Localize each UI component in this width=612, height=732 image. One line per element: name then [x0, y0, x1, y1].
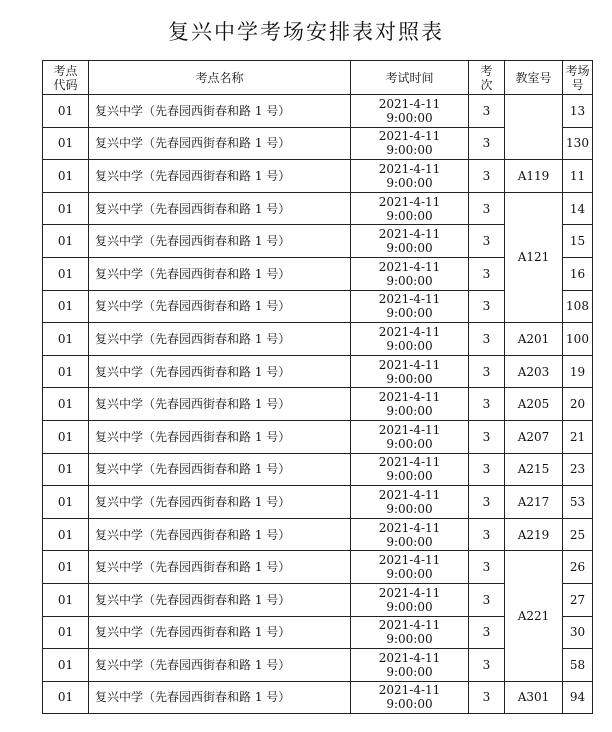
cell-exam-no: 21	[563, 420, 593, 453]
cell-exam-no: 30	[563, 616, 593, 649]
cell-time	[351, 355, 469, 388]
cell-room	[505, 95, 563, 160]
cell-code: 01	[43, 192, 89, 225]
cell-name: 复兴中学（先春园西街春和路 1 号）	[89, 551, 351, 584]
cell-session: 3	[469, 420, 505, 453]
cell-clock: 9:00:00	[386, 599, 433, 614]
table-row	[43, 453, 593, 486]
cell-clock: 9:00:00	[386, 208, 433, 223]
cell-session: 3	[469, 192, 505, 225]
cell-name: 复兴中学（先春园西街春和路 1 号）	[89, 681, 351, 714]
cell-date: 2021-4-11	[378, 650, 441, 665]
cell-date: 2021-4-11	[378, 618, 441, 633]
cell-code: 01	[43, 323, 89, 356]
cell-date: 2021-4-11	[378, 585, 441, 600]
table-row	[43, 323, 593, 356]
cell-name: 复兴中学（先春园西街春和路 1 号）	[89, 486, 351, 519]
cell-name: 复兴中学（先春园西街春和路 1 号）	[89, 649, 351, 682]
cell-exam-no: 23	[563, 453, 593, 486]
cell-clock: 9:00:00	[386, 534, 433, 549]
cell-code: 01	[43, 257, 89, 290]
cell-code: 01	[43, 225, 89, 258]
cell-name: 复兴中学（先春园西街春和路 1 号）	[89, 420, 351, 453]
cell-name: 复兴中学（先春园西街春和路 1 号）	[89, 127, 351, 160]
cell-exam-no: 27	[563, 583, 593, 616]
cell-exam-no: 19	[563, 355, 593, 388]
cell-clock: 9:00:00	[386, 110, 433, 125]
cell-date: 2021-4-11	[378, 259, 441, 274]
cell-time	[351, 192, 469, 225]
cell-exam-no: 25	[563, 518, 593, 551]
cell-clock: 9:00:00	[386, 306, 433, 321]
header-session: 考次	[469, 61, 505, 95]
cell-date: 2021-4-11	[378, 520, 441, 535]
cell-time	[351, 290, 469, 323]
cell-session: 3	[469, 551, 505, 584]
cell-name: 复兴中学（先春园西街春和路 1 号）	[89, 518, 351, 551]
cell-time	[351, 127, 469, 160]
cell-session: 3	[469, 323, 505, 356]
cell-clock: 9:00:00	[386, 697, 433, 712]
cell-date: 2021-4-11	[378, 553, 441, 568]
cell-session: 3	[469, 616, 505, 649]
cell-time	[351, 616, 469, 649]
cell-name: 复兴中学（先春园西街春和路 1 号）	[89, 290, 351, 323]
cell-exam-no: 100	[563, 323, 593, 356]
table-row	[43, 681, 593, 714]
header-exam-no: 考场号	[563, 61, 593, 95]
cell-name: 复兴中学（先春园西街春和路 1 号）	[89, 95, 351, 128]
cell-exam-no: 58	[563, 649, 593, 682]
cell-time	[351, 388, 469, 421]
cell-room: A217	[505, 486, 563, 519]
cell-session: 3	[469, 127, 505, 160]
cell-code: 01	[43, 95, 89, 128]
cell-session: 3	[469, 583, 505, 616]
cell-date: 2021-4-11	[378, 227, 441, 242]
cell-clock: 9:00:00	[386, 567, 433, 582]
cell-room: A201	[505, 323, 563, 356]
cell-time	[351, 551, 469, 584]
cell-room: A221	[505, 551, 563, 681]
cell-clock: 9:00:00	[386, 241, 433, 256]
cell-date: 2021-4-11	[378, 194, 441, 209]
cell-session: 3	[469, 95, 505, 128]
table-header-row	[43, 61, 593, 95]
table-row	[43, 192, 593, 225]
cell-session: 3	[469, 486, 505, 519]
cell-date: 2021-4-11	[378, 129, 441, 144]
header-room: 教室号	[505, 61, 563, 95]
cell-code: 01	[43, 127, 89, 160]
cell-session: 3	[469, 681, 505, 714]
cell-room: A207	[505, 420, 563, 453]
table-row	[43, 518, 593, 551]
cell-room: A203	[505, 355, 563, 388]
cell-clock: 9:00:00	[386, 469, 433, 484]
cell-session: 3	[469, 257, 505, 290]
cell-exam-no: 53	[563, 486, 593, 519]
exam-arrangement-table	[42, 60, 593, 714]
cell-clock: 9:00:00	[386, 175, 433, 190]
cell-code: 01	[43, 420, 89, 453]
cell-session: 3	[469, 290, 505, 323]
cell-time	[351, 518, 469, 551]
cell-time	[351, 453, 469, 486]
cell-session: 3	[469, 453, 505, 486]
cell-clock: 9:00:00	[386, 436, 433, 451]
cell-time	[351, 225, 469, 258]
cell-name: 复兴中学（先春园西街春和路 1 号）	[89, 355, 351, 388]
cell-exam-no: 15	[563, 225, 593, 258]
cell-code: 01	[43, 551, 89, 584]
cell-code: 01	[43, 649, 89, 682]
cell-clock: 9:00:00	[386, 338, 433, 353]
cell-name: 复兴中学（先春园西街春和路 1 号）	[89, 192, 351, 225]
cell-name: 复兴中学（先春园西街春和路 1 号）	[89, 225, 351, 258]
cell-date: 2021-4-11	[378, 683, 441, 698]
cell-session: 3	[469, 355, 505, 388]
cell-name: 复兴中学（先春园西街春和路 1 号）	[89, 323, 351, 356]
cell-date: 2021-4-11	[378, 390, 441, 405]
header-code: 考点代码	[43, 61, 89, 95]
cell-code: 01	[43, 355, 89, 388]
cell-time	[351, 681, 469, 714]
cell-code: 01	[43, 518, 89, 551]
cell-time	[351, 257, 469, 290]
cell-clock: 9:00:00	[386, 501, 433, 516]
page-title: 复兴中学考场安排表对照表	[168, 20, 444, 44]
cell-code: 01	[43, 583, 89, 616]
cell-code: 01	[43, 388, 89, 421]
cell-name: 复兴中学（先春园西街春和路 1 号）	[89, 388, 351, 421]
cell-name: 复兴中学（先春园西街春和路 1 号）	[89, 453, 351, 486]
cell-exam-no: 16	[563, 257, 593, 290]
cell-exam-no: 13	[563, 95, 593, 128]
cell-exam-no: 94	[563, 681, 593, 714]
cell-time	[351, 420, 469, 453]
header-time: 考试时间	[351, 61, 469, 95]
cell-session: 3	[469, 518, 505, 551]
table-row	[43, 355, 593, 388]
cell-name: 复兴中学（先春园西街春和路 1 号）	[89, 160, 351, 193]
cell-room: A205	[505, 388, 563, 421]
cell-exam-no: 26	[563, 551, 593, 584]
cell-exam-no: 11	[563, 160, 593, 193]
cell-date: 2021-4-11	[378, 96, 441, 111]
table-row	[43, 160, 593, 193]
header-name: 考点名称	[89, 61, 351, 95]
cell-name: 复兴中学（先春园西街春和路 1 号）	[89, 583, 351, 616]
cell-code: 01	[43, 160, 89, 193]
cell-clock: 9:00:00	[386, 664, 433, 679]
cell-session: 3	[469, 649, 505, 682]
table-row	[43, 95, 593, 128]
cell-name: 复兴中学（先春园西街春和路 1 号）	[89, 257, 351, 290]
cell-code: 01	[43, 453, 89, 486]
cell-clock: 9:00:00	[386, 143, 433, 158]
cell-exam-no: 108	[563, 290, 593, 323]
cell-exam-no: 20	[563, 388, 593, 421]
cell-date: 2021-4-11	[378, 161, 441, 176]
cell-clock: 9:00:00	[386, 404, 433, 419]
cell-clock: 9:00:00	[386, 273, 433, 288]
cell-session: 3	[469, 225, 505, 258]
cell-time	[351, 95, 469, 128]
cell-date: 2021-4-11	[378, 455, 441, 470]
cell-session: 3	[469, 160, 505, 193]
table-row	[43, 388, 593, 421]
cell-time	[351, 649, 469, 682]
cell-name: 复兴中学（先春园西街春和路 1 号）	[89, 616, 351, 649]
cell-code: 01	[43, 290, 89, 323]
cell-code: 01	[43, 616, 89, 649]
cell-date: 2021-4-11	[378, 487, 441, 502]
table-row	[43, 420, 593, 453]
cell-room: A121	[505, 192, 563, 322]
cell-date: 2021-4-11	[378, 422, 441, 437]
cell-time	[351, 160, 469, 193]
cell-room: A301	[505, 681, 563, 714]
cell-time	[351, 583, 469, 616]
table-row	[43, 486, 593, 519]
cell-clock: 9:00:00	[386, 371, 433, 386]
cell-exam-no: 130	[563, 127, 593, 160]
cell-date: 2021-4-11	[378, 357, 441, 372]
cell-code: 01	[43, 681, 89, 714]
cell-date: 2021-4-11	[378, 292, 441, 307]
cell-time	[351, 486, 469, 519]
cell-room: A215	[505, 453, 563, 486]
cell-clock: 9:00:00	[386, 632, 433, 647]
table-row	[43, 551, 593, 584]
cell-room: A219	[505, 518, 563, 551]
cell-code: 01	[43, 486, 89, 519]
cell-room: A119	[505, 160, 563, 193]
cell-time	[351, 323, 469, 356]
cell-date: 2021-4-11	[378, 324, 441, 339]
cell-exam-no: 14	[563, 192, 593, 225]
cell-session: 3	[469, 388, 505, 421]
